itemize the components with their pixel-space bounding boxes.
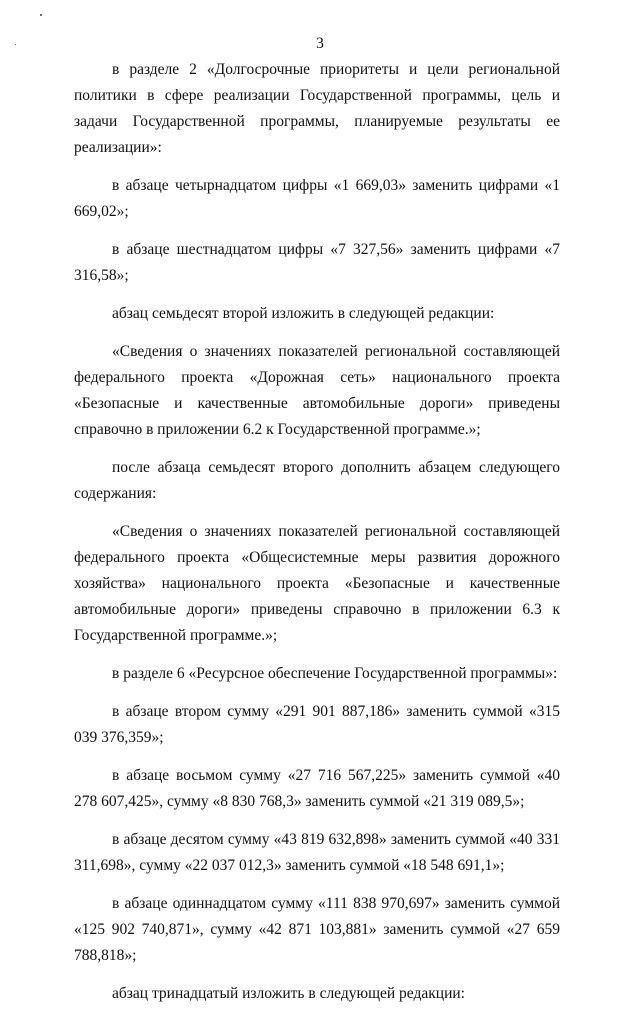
paragraph-abzac-72: абзац семьдесят второй изложить в следующей редакции: xyxy=(112,305,495,322)
scan-speck xyxy=(40,14,42,16)
paragraph-quote-system-measures: «Сведения о значениях показателей региональной составляющей федерального проекта «Общесистемные меры развития дорожного хозяйства» национального проекта «Безопасные и качественные автомобильные дороги» приведены справочно в приложении 6.3 к Государственной программе.»; xyxy=(74,523,564,644)
paragraph-abzac-8-sum: в абзаце восьмом сумму «27 716 567,225» заменить суммой «40 278 607,425», сумму «8 830 768,3» заменить суммой «21 319 089,5»; xyxy=(74,767,564,810)
paragraph-quote-road-network: «Сведения о значениях показателей региональной составляющей федерального проекта «Дорожная сеть» национального проекта «Безопасные и качественные автомобильные дороги» приведены справочно в приложении 6.2 к Государственной программе.»; xyxy=(74,343,564,438)
paragraph-section-6-intro: в разделе 6 «Ресурсное обеспечение Государственной программы»: xyxy=(112,665,558,682)
paragraph-abzac-11-sum: в абзаце одиннадцатом сумму «111 838 970,697» заменить суммой «125 902 740,871», сумму «42 871 103,881» заменить суммой «27 659 788,818»; xyxy=(74,895,564,964)
page-number: 3 xyxy=(316,35,324,52)
paragraph-section-2-intro: в разделе 2 «Долгосрочные приоритеты и цели региональной политики в сфере реализации Государственной программы, цель и задачи Государственной программы, планируемые результаты ее реализации»: xyxy=(74,61,564,156)
paragraph-abzac-10-sum: в абзаце десятом сумму «43 819 632,898» заменить суммой «40 331 311,698», сумму «22 037 012,3» заменить суммой «18 548 691,1»; xyxy=(74,831,564,874)
paragraph-abzac-14: в абзаце четырнадцатом цифры «1 669,03» заменить цифрами «1 669,02»; xyxy=(74,177,564,220)
document-body xyxy=(74,57,564,1019)
paragraph-abzac-2-sum: в абзаце втором сумму «291 901 887,186» заменить суммой «315 039 376,359»; xyxy=(74,703,564,746)
paragraph-abzac-16: в абзаце шестнадцатом цифры «7 327,56» заменить цифрами «7 316,58»; xyxy=(74,241,564,284)
paragraph-abzac-13: абзац тринадцатый изложить в следующей редакции: xyxy=(112,985,465,1002)
paragraph-after-abzac-72: после абзаца семьдесят второго дополнить абзацем следующего содержания: xyxy=(74,459,564,502)
